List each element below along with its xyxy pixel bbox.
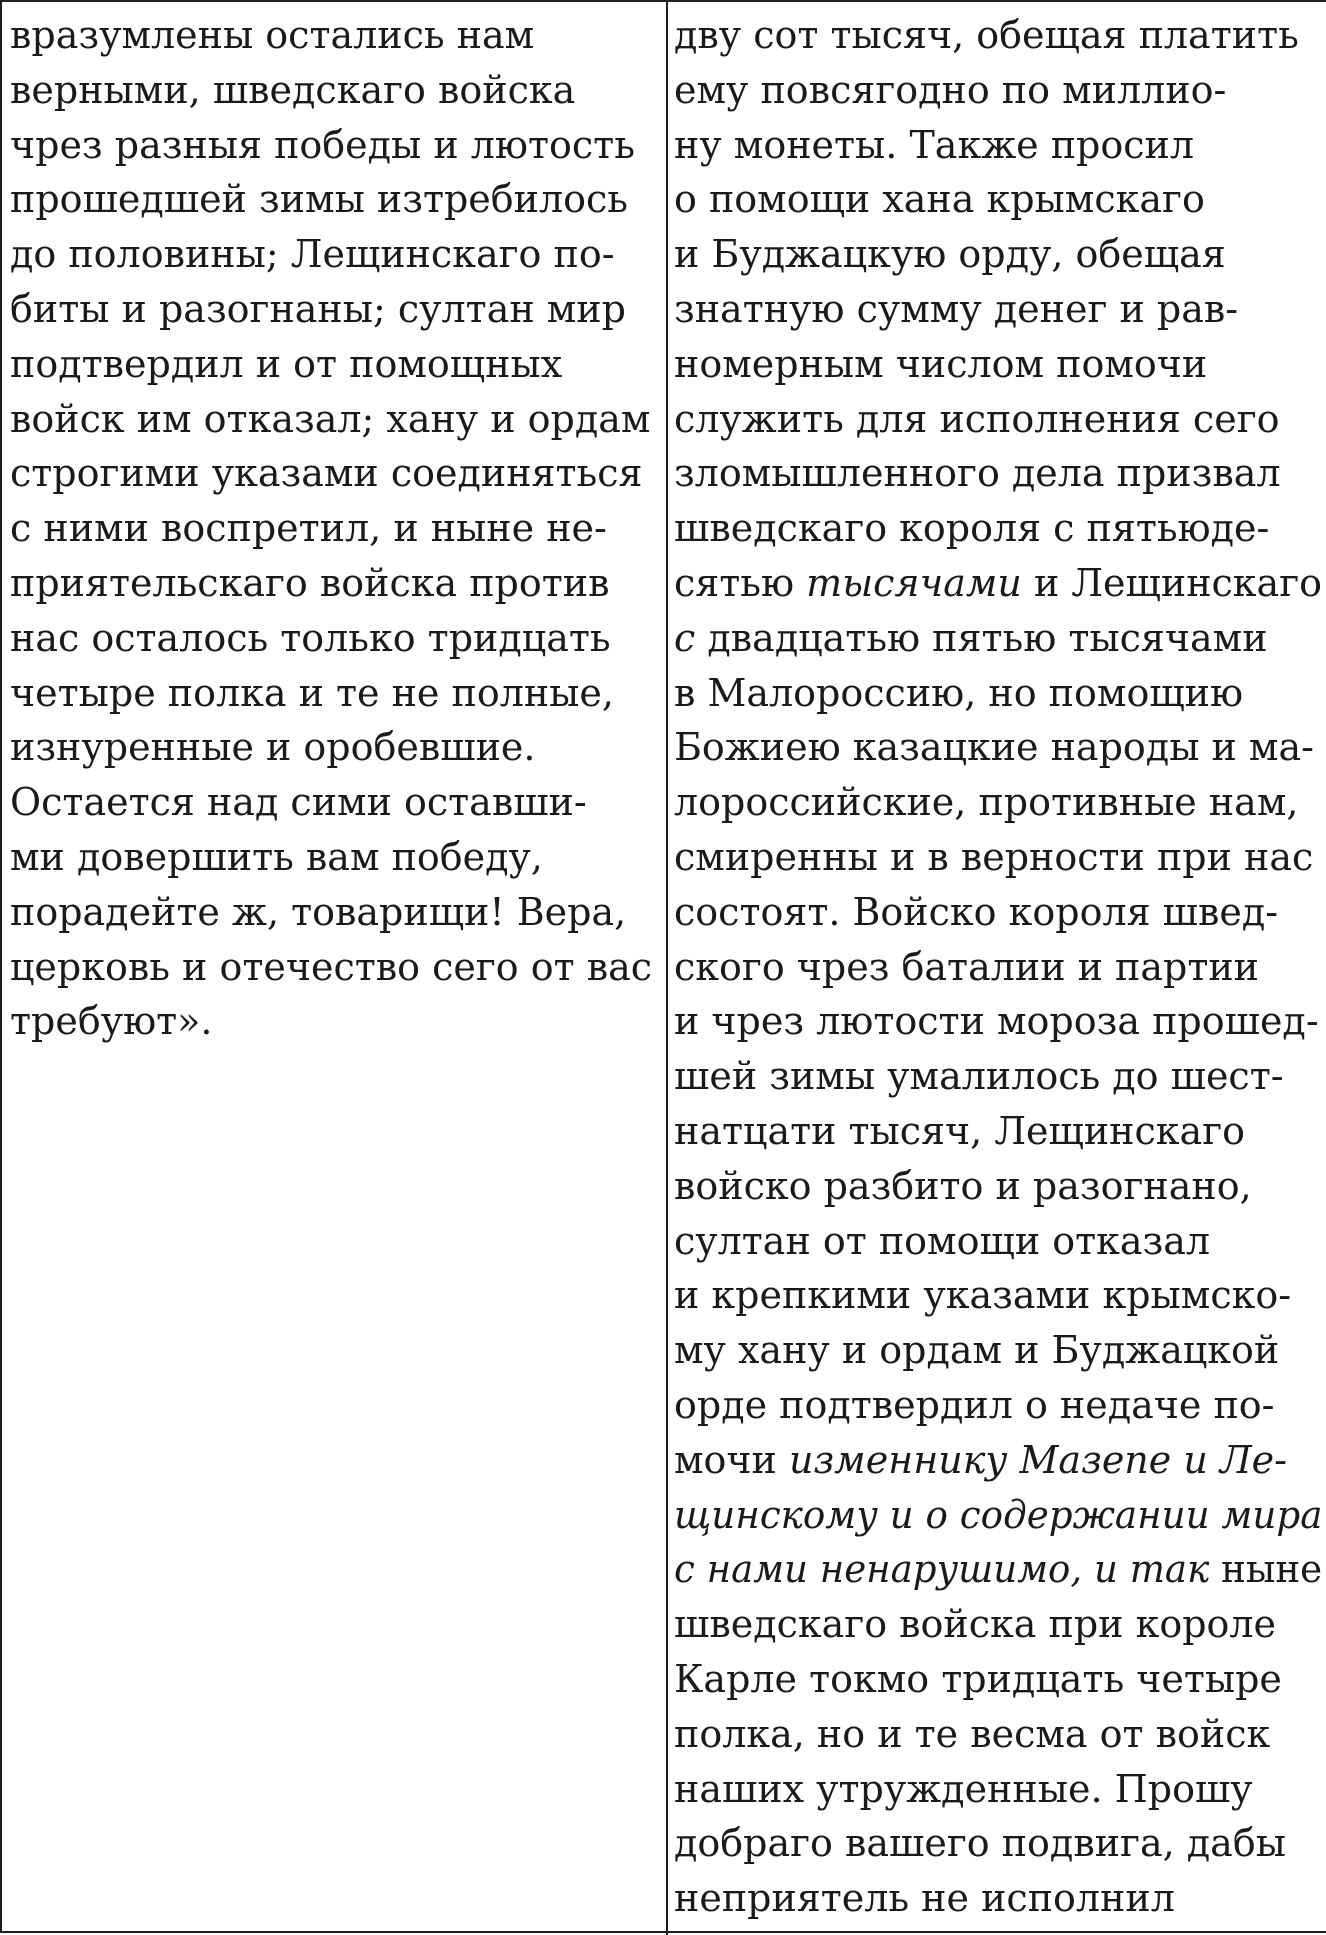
text-line: и Буджацкую орду, обещая <box>674 232 1226 277</box>
text-line: натцати тысяч, Лещинскаго <box>674 1108 1245 1153</box>
text-line: знатную сумму денег и рав- <box>674 286 1239 331</box>
text-line: войско разбито и разогнано, <box>674 1163 1252 1208</box>
italic-fragment: тысячами <box>806 560 1022 605</box>
text-line-mixed <box>674 556 1322 611</box>
text-line: служить для исполнения сего <box>674 396 1280 441</box>
text-line: подтвердил и от помощных <box>10 341 563 386</box>
text-line: прошедшей зимы изтребилось <box>10 177 628 222</box>
text-line: о помощи хана крымскаго <box>674 177 1205 222</box>
text-line: церковь и отечество сего от вас <box>10 944 653 989</box>
text-line: изнуренные и оробевшие. <box>10 725 536 770</box>
text-line: четыре полка и те не полные, <box>10 670 614 715</box>
text-fragment: ныне <box>1221 1547 1323 1592</box>
text-line <box>674 611 1322 666</box>
text-line: чрез разныя победы и лютость <box>10 122 635 167</box>
text-line: султан от помощи отказал <box>674 1218 1211 1263</box>
text-line: ну монеты. Также просил <box>674 122 1194 167</box>
text-line: порадейте ж, товарищи! Вера, <box>10 889 627 934</box>
italic-fragment: изменнику Мазепе и Ле- <box>788 1437 1287 1482</box>
text-line: с ними воспретил, и ныне не- <box>10 506 607 551</box>
text-line: и крепкими указами крымско- <box>674 1273 1292 1318</box>
italic-fragment: с <box>674 615 696 660</box>
text-line: вразумлены остались нам <box>10 13 535 57</box>
text-line: полка, но и те весма от войск <box>674 1711 1271 1756</box>
text-line: состоят. Войско короля швед- <box>674 889 1279 934</box>
text-line: ему повсягодно по миллио- <box>674 67 1227 112</box>
italic-fragment: с нами ненарушимо, и так <box>674 1547 1210 1592</box>
text-fragment: двадцатью пятью тысячами <box>695 615 1268 660</box>
text-line: строгими указами соединяться <box>10 451 643 496</box>
text-line: войск им отказал; хану и ордам <box>10 396 651 441</box>
text-line: Остается над сими оставши- <box>10 780 587 825</box>
text-fragment: и Лещинскаго <box>1021 560 1322 605</box>
text-line: биты и разогнаны; султан мир <box>10 286 626 331</box>
left-column <box>10 8 658 1049</box>
text-line: до половины; Лещинскаго по- <box>10 232 615 277</box>
text-line: требуют». <box>10 999 213 1044</box>
text-line: ми довершить вам победу, <box>10 834 543 879</box>
text-line: номерным числом помочи <box>674 341 1208 386</box>
text-line: дву сот тысяч, обещая платить <box>674 13 1299 57</box>
text-line: верными, шведскаго войска <box>10 67 576 112</box>
text-line-mixed <box>674 1433 1322 1488</box>
text-line: орде подтвердил о недаче по- <box>674 1382 1275 1427</box>
text-fragment: мочи <box>674 1437 777 1482</box>
text-line: ского чрез баталии и партии <box>674 944 1259 989</box>
text-line: приятельскаго войска против <box>10 560 610 605</box>
text-line-mixed <box>674 1542 1323 1597</box>
column-divider <box>666 2 668 1935</box>
text-line: шей зимы умалилось до шест- <box>674 1054 1284 1099</box>
text-line: в Малороссию, но помощию <box>674 670 1244 715</box>
text-line: наших утружденные. Прошу <box>674 1766 1253 1811</box>
text-line: добраго вашего подвига, дабы <box>674 1821 1286 1866</box>
text-line: нас осталось только тридцать <box>10 615 611 660</box>
text-line: Карле токмо тридцать четыре <box>674 1656 1282 1701</box>
text-line: шведскаго короля с пятьюде- <box>674 506 1270 551</box>
text-line: и чрез лютости мороза прошед- <box>674 999 1319 1044</box>
text-line: шведскаго войска при короле <box>674 1602 1277 1647</box>
text-line: му хану и ордам и Буджацкой <box>674 1328 1280 1373</box>
right-column <box>674 8 1322 1926</box>
text-line: зломышленного дела призвал <box>674 451 1281 496</box>
italic-line: щинскому и о содержании мира <box>674 1492 1323 1537</box>
text-line: лороссийские, противные нам, <box>674 780 1299 825</box>
text-fragment: сятью <box>674 560 795 605</box>
text-line: смиренны и в верности при нас <box>674 834 1314 879</box>
text-line: Божиею казацкие народы и ма- <box>674 725 1314 770</box>
text-line: неприятель не исполнил <box>674 1876 1175 1921</box>
